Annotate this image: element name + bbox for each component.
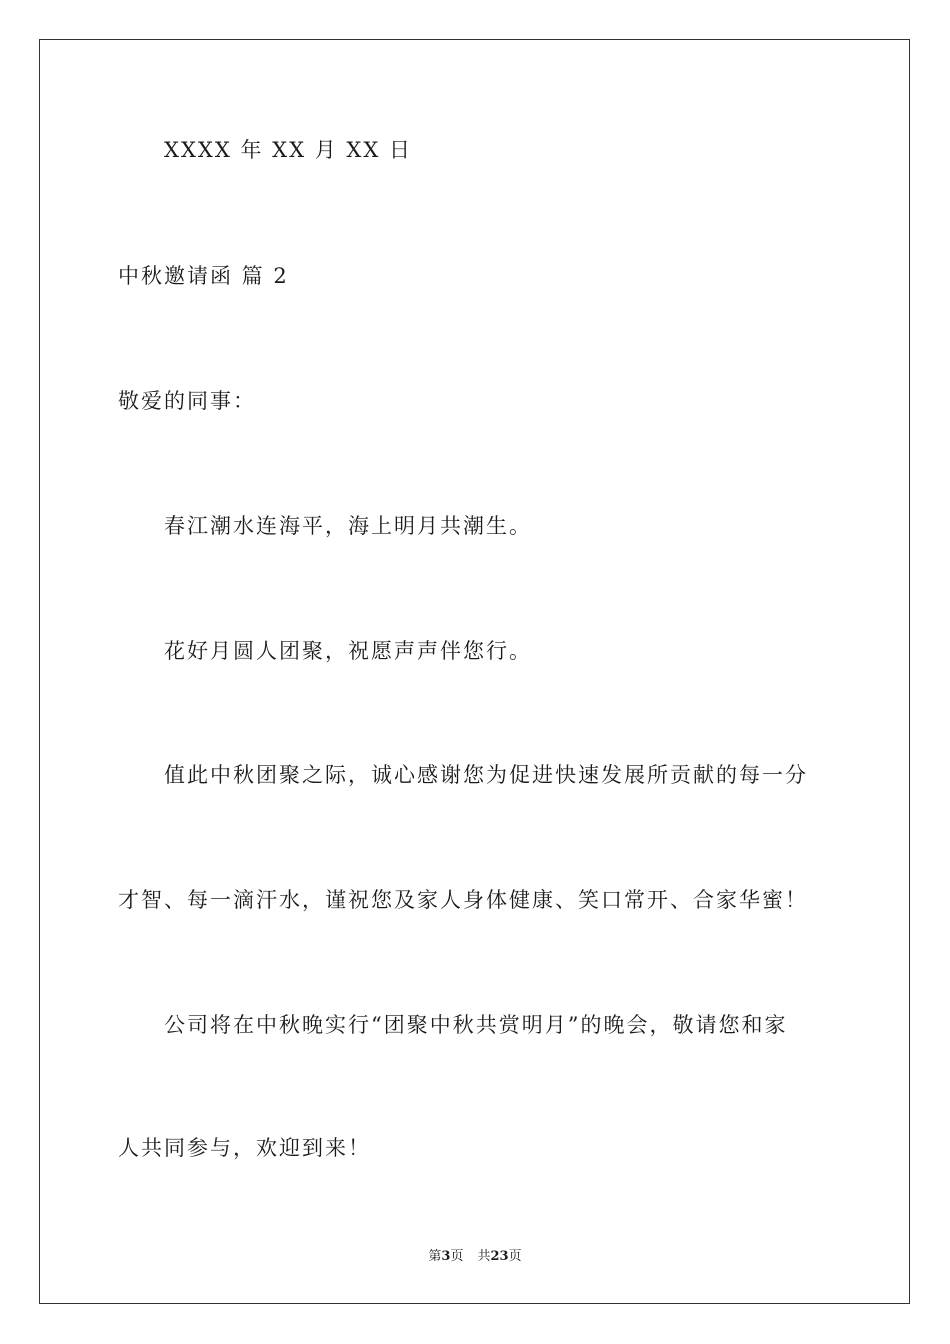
page-number: 3 <box>441 1249 451 1264</box>
page-footer <box>0 1249 950 1265</box>
total-pages: 23 <box>490 1249 509 1264</box>
section-title: 中秋邀请函 篇 2 <box>118 264 289 288</box>
paragraph-line: 春江潮水连海平，海上明月共潮生。 <box>164 514 532 538</box>
date-line: XXXX 年 XX 月 XX 日 <box>164 138 412 162</box>
paragraph-line: 人共同参与，欢迎到来！ <box>118 1136 371 1160</box>
paragraph-line: 花好月圆人团聚，祝愿声声伴您行。 <box>164 639 532 663</box>
paragraph-line: 才智、每一滴汗水，谨祝您及家人身体健康、笑口常开、合家华蜜！ <box>118 888 808 912</box>
salutation: 敬爱的同事： <box>118 389 256 413</box>
paragraph-line: 值此中秋团聚之际，诚心感谢您为促进快速发展所贡献的每一分 <box>164 763 808 787</box>
total-prefix: 共 <box>477 1249 491 1264</box>
page-prefix: 第 <box>428 1249 442 1264</box>
paragraph-line: 公司将在中秋晚实行“团聚中秋共赏明月”的晚会，敬请您和家 <box>164 1013 788 1037</box>
total-suffix: 页 <box>508 1249 522 1264</box>
page-border <box>39 39 910 1304</box>
page-suffix: 页 <box>450 1249 464 1264</box>
